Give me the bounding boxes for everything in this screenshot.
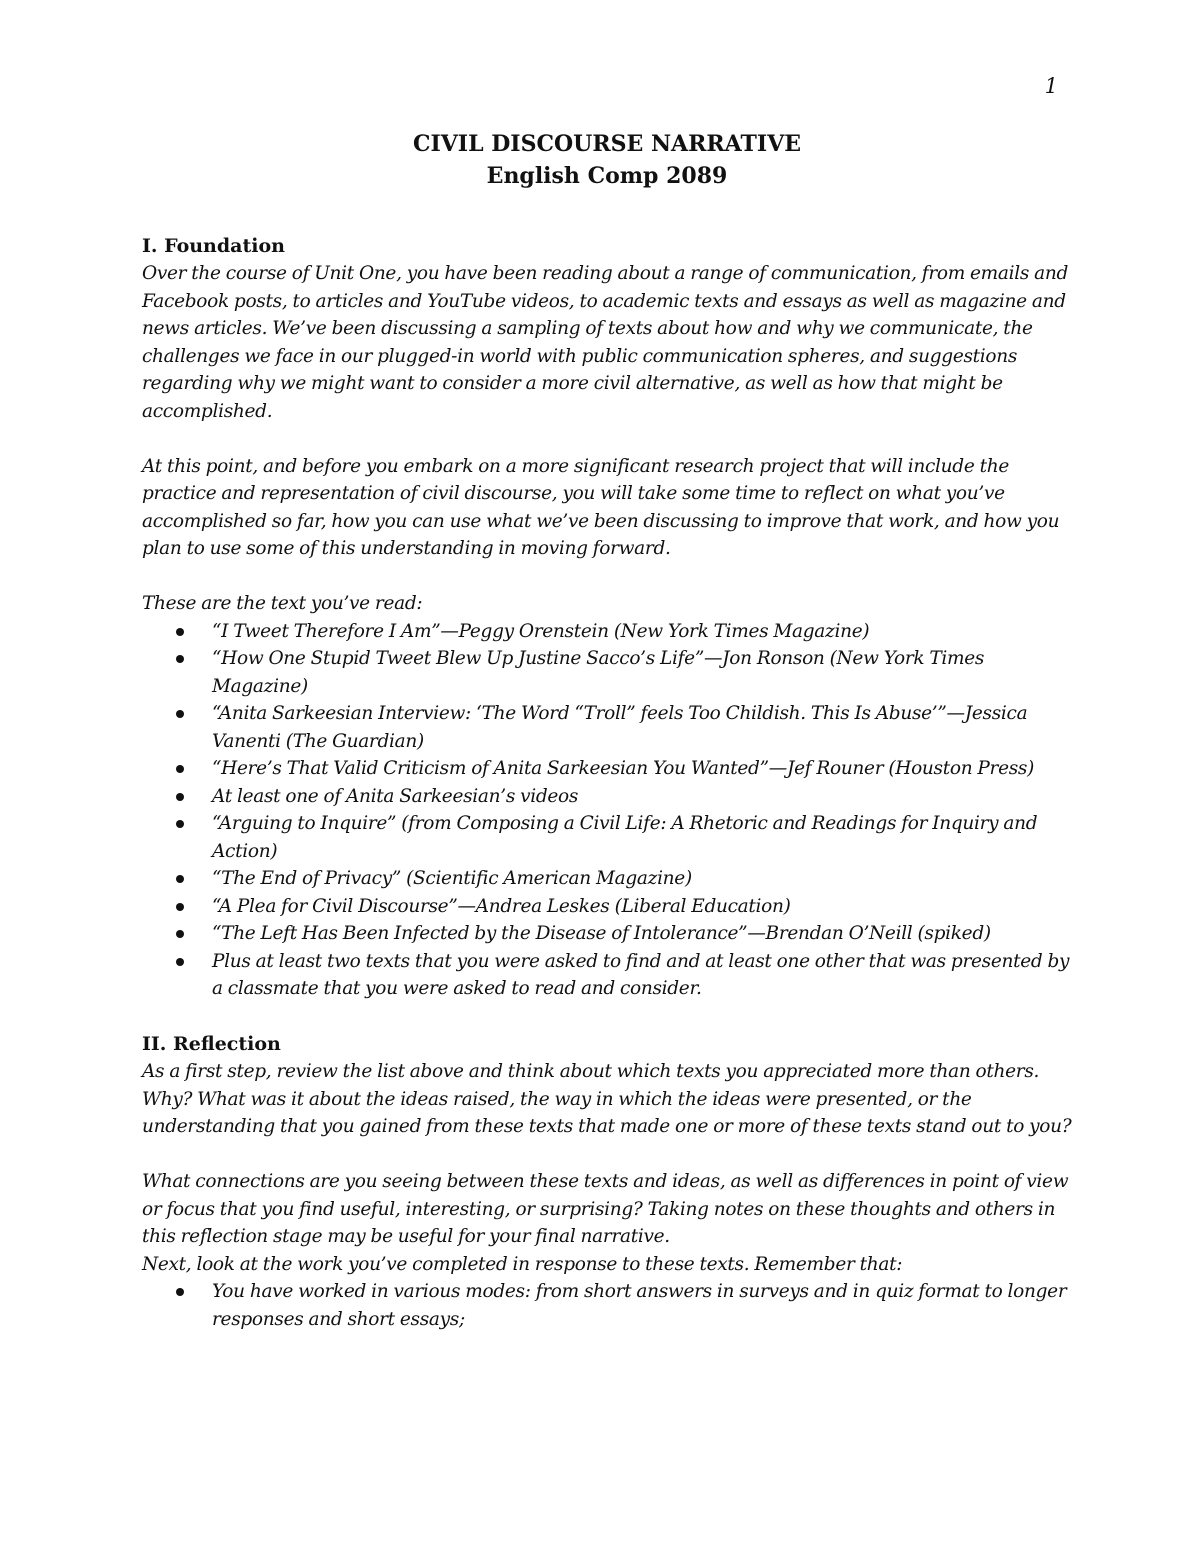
list-item: “A Plea for Civil Discourse”—Andrea Leskes (Liberal Education): [142, 893, 1072, 921]
document-title: CIVIL DISCOURSE NARRATIVE: [412, 131, 802, 157]
document-subtitle: English Comp 2089: [486, 163, 728, 189]
reflection-paragraph-3: Next, look at the work you’ve completed in response to these texts. Remember that:: [142, 1253, 903, 1275]
list-item: “Here’s That Valid Criticism of Anita Sarkeesian You Wanted”—Jef Rouner (Houston Press): [142, 755, 1072, 783]
work-modes-list: [142, 1278, 1072, 1333]
list-item: Plus at least two texts that you were asked to find and at least one other that was presented by a classmate that you were asked to read and consider.: [142, 948, 1072, 1003]
list-item: “The End of Privacy” (Scientific American Magazine): [142, 865, 1072, 893]
reflection-heading: II. Reflection: [142, 1033, 281, 1055]
reflection-paragraph-2: What connections are you seeing between these texts and ideas, as well as differences in point of view or focus that you find useful, interesting, or surprising? Taking notes on these thoughts and others in this reflection stage may be useful for your final narrative.: [142, 1171, 1069, 1247]
foundation-section: [142, 232, 1072, 1003]
texts-list: [142, 618, 1072, 1003]
list-item: “Anita Sarkeesian Interview: ‘The Word “Troll” feels Too Childish. This Is Abuse’”—Jessica Vanenti (The Guardian): [142, 700, 1072, 755]
foundation-paragraph-1: Over the course of Unit One, you have been reading about a range of communication, from emails and Facebook posts, to articles and YouTube videos, to academic texts and essays as well as magazine and news articles. We’ve been discussing a sampling of texts about how and why we communicate, the challenges we face in our plugged-in world with public communication spheres, and suggestions regarding why we might want to consider a more civil alternative, as well as how that might be accomplished.: [142, 263, 1069, 422]
page-number: 1: [1044, 74, 1058, 98]
list-item: At least one of Anita Sarkeesian’s videos: [142, 783, 1072, 811]
list-item: “Arguing to Inquire” (from Composing a Civil Life: A Rhetoric and Readings for Inquiry and Action): [142, 810, 1072, 865]
list-item: “The Left Has Been Infected by the Disease of Intolerance”—Brendan O’Neill (spiked): [142, 920, 1072, 948]
foundation-heading: I. Foundation: [142, 235, 285, 257]
title-block: [142, 128, 1072, 192]
foundation-paragraph-2: At this point, and before you embark on a more significant research project that will include the practice and representation of civil discourse, you will take some time to reflect on what you’ve accomplished so far, how you can use what we’ve been discussing to improve that work, and how you plan to use some of this understanding in moving forward.: [142, 455, 1060, 559]
texts-list-intro: These are the text you’ve read:: [142, 593, 423, 614]
list-item: You have worked in various modes: from short answers in surveys and in quiz format to longer responses and short essays;: [142, 1278, 1072, 1333]
reflection-paragraph-1: As a first step, review the list above and think about which texts you appreciated more than others. Why? What was it about the ideas raised, the way in which the ideas were presented, or the understanding that you gained from these texts that made one or more of these texts stand out to you?: [142, 1061, 1072, 1137]
reflection-section: [142, 1030, 1072, 1333]
document-body: [142, 128, 1072, 1361]
list-item: “How One Stupid Tweet Blew Up Justine Sacco’s Life”—Jon Ronson (New York Times Magazine): [142, 645, 1072, 700]
list-item: “I Tweet Therefore I Am”—Peggy Orenstein (New York Times Magazine): [142, 618, 1072, 646]
